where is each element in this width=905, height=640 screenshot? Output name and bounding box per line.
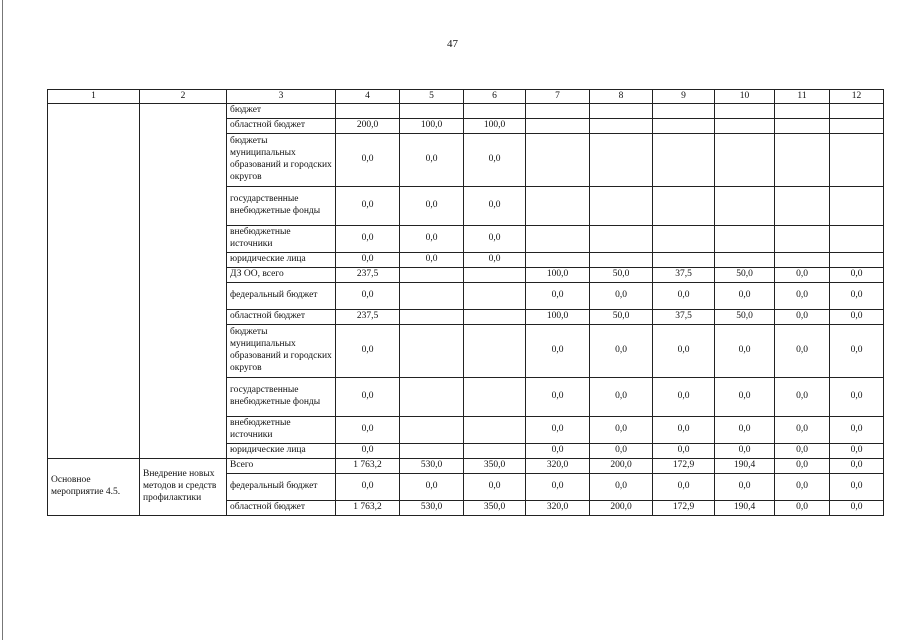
value-cell: 100,0	[464, 119, 526, 134]
column-header: 2	[140, 90, 227, 104]
value-cell: 50,0	[715, 310, 775, 325]
value-cell: 0,0	[830, 310, 884, 325]
value-cell	[653, 253, 715, 268]
value-cell: 0,0	[715, 417, 775, 444]
value-cell: 0,0	[336, 187, 400, 226]
value-cell: 530,0	[400, 459, 464, 474]
value-cell	[464, 283, 526, 310]
value-cell: 0,0	[590, 417, 653, 444]
value-cell	[775, 104, 830, 119]
value-cell: 200,0	[590, 459, 653, 474]
value-cell	[526, 253, 590, 268]
value-cell: 0,0	[590, 325, 653, 378]
value-cell: 0,0	[653, 325, 715, 378]
column-header: 8	[590, 90, 653, 104]
value-cell: 0,0	[464, 187, 526, 226]
value-cell: 0,0	[336, 325, 400, 378]
value-cell: 350,0	[464, 459, 526, 474]
value-cell	[775, 134, 830, 187]
value-cell	[590, 134, 653, 187]
value-cell	[775, 226, 830, 253]
column-header: 11	[775, 90, 830, 104]
value-cell: 0,0	[336, 253, 400, 268]
funding-source-cell: юридические лица	[227, 253, 336, 268]
value-cell: 0,0	[830, 444, 884, 459]
value-cell	[715, 187, 775, 226]
value-cell: 0,0	[464, 474, 526, 501]
value-cell: 37,5	[653, 268, 715, 283]
value-cell: 0,0	[715, 325, 775, 378]
page-number: 47	[447, 38, 458, 50]
value-cell	[336, 104, 400, 119]
value-cell: 0,0	[830, 417, 884, 444]
value-cell	[590, 187, 653, 226]
column-header: 4	[336, 90, 400, 104]
value-cell	[590, 253, 653, 268]
column-header: 9	[653, 90, 715, 104]
value-cell	[775, 119, 830, 134]
value-cell: 0,0	[590, 378, 653, 417]
value-cell	[464, 325, 526, 378]
value-cell: 0,0	[526, 444, 590, 459]
value-cell	[400, 104, 464, 119]
column-header: 10	[715, 90, 775, 104]
value-cell: 0,0	[336, 134, 400, 187]
funding-source-cell: внебюджетные источники	[227, 226, 336, 253]
value-cell	[715, 104, 775, 119]
value-cell: 0,0	[775, 378, 830, 417]
column-header: 5	[400, 90, 464, 104]
value-cell	[653, 104, 715, 119]
funding-source-cell: Всего	[227, 459, 336, 474]
value-cell: 0,0	[400, 253, 464, 268]
value-cell: 0,0	[526, 325, 590, 378]
budget-table	[47, 89, 884, 516]
value-cell: 0,0	[775, 501, 830, 516]
value-cell: 0,0	[775, 268, 830, 283]
funding-source-cell: государственные внебюджетные фонды	[227, 187, 336, 226]
value-cell	[464, 104, 526, 119]
value-cell	[830, 134, 884, 187]
value-cell	[590, 119, 653, 134]
column-header: 7	[526, 90, 590, 104]
value-cell	[526, 134, 590, 187]
value-cell	[526, 119, 590, 134]
value-cell	[653, 119, 715, 134]
funding-source-cell: федеральный бюджет	[227, 283, 336, 310]
value-cell: 0,0	[775, 444, 830, 459]
value-cell	[464, 417, 526, 444]
column-header: 6	[464, 90, 526, 104]
funding-source-cell: бюджеты муниципальных образований и городских округов	[227, 134, 336, 187]
value-cell: 0,0	[830, 459, 884, 474]
value-cell: 50,0	[590, 268, 653, 283]
value-cell: 0,0	[715, 474, 775, 501]
value-cell	[400, 417, 464, 444]
value-cell: 0,0	[526, 283, 590, 310]
value-cell	[590, 226, 653, 253]
funding-source-cell: бюджет	[227, 104, 336, 119]
value-cell: 0,0	[336, 417, 400, 444]
value-cell	[715, 253, 775, 268]
value-cell	[400, 310, 464, 325]
value-cell: 0,0	[400, 187, 464, 226]
value-cell: 0,0	[464, 134, 526, 187]
value-cell: 200,0	[590, 501, 653, 516]
value-cell	[653, 134, 715, 187]
value-cell: 0,0	[464, 226, 526, 253]
column-header: 12	[830, 90, 884, 104]
column-number-header-row	[48, 90, 884, 104]
value-cell: 0,0	[715, 378, 775, 417]
funding-source-cell: областной бюджет	[227, 310, 336, 325]
value-cell: 0,0	[590, 474, 653, 501]
measure-cell-empty	[48, 104, 140, 459]
value-cell: 0,0	[653, 417, 715, 444]
value-cell	[653, 226, 715, 253]
value-cell	[400, 283, 464, 310]
value-cell: 0,0	[775, 459, 830, 474]
value-cell: 190,4	[715, 501, 775, 516]
value-cell: 0,0	[830, 268, 884, 283]
value-cell	[400, 268, 464, 283]
value-cell	[715, 134, 775, 187]
value-cell	[830, 119, 884, 134]
value-cell: 237,5	[336, 310, 400, 325]
value-cell: 0,0	[775, 325, 830, 378]
value-cell	[464, 310, 526, 325]
value-cell: 0,0	[336, 283, 400, 310]
value-cell	[590, 104, 653, 119]
value-cell	[715, 226, 775, 253]
value-cell: 0,0	[775, 417, 830, 444]
value-cell: 0,0	[526, 378, 590, 417]
funding-source-cell: федеральный бюджет	[227, 474, 336, 501]
value-cell: 0,0	[830, 283, 884, 310]
value-cell: 320,0	[526, 459, 590, 474]
value-cell	[464, 444, 526, 459]
funding-source-cell: внебюджетные источники	[227, 417, 336, 444]
value-cell: 0,0	[830, 501, 884, 516]
value-cell: 237,5	[336, 268, 400, 283]
column-header: 3	[227, 90, 336, 104]
funding-source-cell: государственные внебюджетные фонды	[227, 378, 336, 417]
value-cell: 37,5	[653, 310, 715, 325]
value-cell: 0,0	[400, 474, 464, 501]
value-cell	[830, 226, 884, 253]
table-row	[48, 459, 884, 474]
value-cell	[775, 253, 830, 268]
value-cell	[526, 226, 590, 253]
value-cell: 0,0	[830, 474, 884, 501]
measure-name-cell: Основное мероприятие 4.5.	[48, 459, 140, 516]
value-cell	[400, 444, 464, 459]
value-cell: 0,0	[653, 474, 715, 501]
value-cell	[526, 187, 590, 226]
value-cell: 50,0	[715, 268, 775, 283]
funding-source-cell: областной бюджет	[227, 501, 336, 516]
funding-source-cell: областной бюджет	[227, 119, 336, 134]
value-cell: 50,0	[590, 310, 653, 325]
description-cell-empty	[140, 104, 227, 459]
measure-description-cell: Внедрение новых методов и средств профилактики	[140, 459, 227, 516]
value-cell	[464, 378, 526, 417]
page-left-edge-line	[2, 0, 3, 640]
value-cell: 0,0	[775, 283, 830, 310]
value-cell	[830, 253, 884, 268]
value-cell: 0,0	[526, 417, 590, 444]
value-cell: 100,0	[526, 268, 590, 283]
value-cell: 100,0	[526, 310, 590, 325]
value-cell: 0,0	[830, 325, 884, 378]
value-cell: 350,0	[464, 501, 526, 516]
value-cell: 172,9	[653, 501, 715, 516]
value-cell	[400, 325, 464, 378]
value-cell: 0,0	[464, 253, 526, 268]
value-cell: 0,0	[590, 444, 653, 459]
value-cell	[653, 187, 715, 226]
value-cell: 172,9	[653, 459, 715, 474]
value-cell	[464, 268, 526, 283]
value-cell	[715, 119, 775, 134]
value-cell: 190,4	[715, 459, 775, 474]
value-cell: 0,0	[653, 283, 715, 310]
value-cell: 0,0	[775, 474, 830, 501]
value-cell: 320,0	[526, 501, 590, 516]
value-cell: 0,0	[715, 444, 775, 459]
value-cell	[400, 378, 464, 417]
funding-source-cell: юридические лица	[227, 444, 336, 459]
value-cell: 0,0	[715, 283, 775, 310]
value-cell	[526, 104, 590, 119]
value-cell: 530,0	[400, 501, 464, 516]
value-cell: 100,0	[400, 119, 464, 134]
value-cell: 0,0	[336, 378, 400, 417]
table-row	[48, 104, 884, 119]
value-cell: 0,0	[400, 134, 464, 187]
value-cell: 0,0	[775, 310, 830, 325]
value-cell: 0,0	[336, 474, 400, 501]
funding-source-cell: ДЗ ОО, всего	[227, 268, 336, 283]
value-cell: 0,0	[653, 444, 715, 459]
funding-source-cell: бюджеты муниципальных образований и городских округов	[227, 325, 336, 378]
value-cell: 0,0	[400, 226, 464, 253]
value-cell: 0,0	[830, 378, 884, 417]
column-header: 1	[48, 90, 140, 104]
value-cell: 0,0	[653, 378, 715, 417]
value-cell	[830, 104, 884, 119]
value-cell: 1 763,2	[336, 501, 400, 516]
value-cell: 200,0	[336, 119, 400, 134]
value-cell: 0,0	[336, 444, 400, 459]
value-cell: 1 763,2	[336, 459, 400, 474]
value-cell: 0,0	[526, 474, 590, 501]
value-cell	[830, 187, 884, 226]
value-cell: 0,0	[336, 226, 400, 253]
value-cell	[775, 187, 830, 226]
value-cell: 0,0	[590, 283, 653, 310]
